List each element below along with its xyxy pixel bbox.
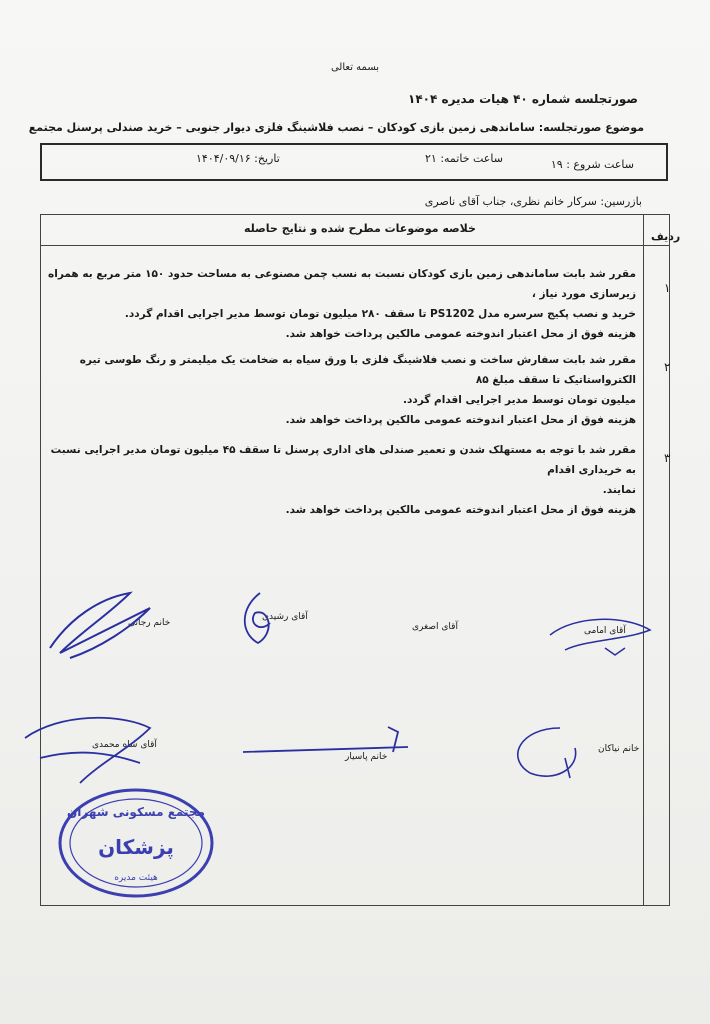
- row-number: ۲: [664, 360, 671, 374]
- signatory-label: آقای اصغری: [412, 622, 458, 632]
- signature-shahmohammadi: [20, 708, 160, 788]
- end-time: ساعت خاتمه: ۲۱: [425, 152, 503, 165]
- signatory-label: آقای شاه محمدی: [92, 740, 157, 750]
- start-time: ساعت شروع : ۱۹: [550, 158, 634, 171]
- table-row: [46, 264, 636, 344]
- signature-emami: [545, 610, 655, 660]
- resolution-line: خرید و نصب پکیج سرسره مدل PS1202 تا سقف ۲۸۰ میلیون تومان توسط مدیر اجرایی اقدام گردد.: [124, 308, 636, 320]
- resolution-line: هزینه فوق از محل اعتبار اندوخته عمومی مالکین پرداخت خواهد شد.: [285, 504, 636, 516]
- signatory-label: خانم پاسیار: [345, 752, 388, 762]
- signature-rajaei: [40, 578, 170, 668]
- minutes-title: صورتجلسه شماره ۴۰ هیات مدیره ۱۴۰۴: [408, 92, 638, 106]
- signatory-label: خانم رجائی: [128, 618, 171, 628]
- summary-header: خلاصه موضوعات مطرح شده و نتایج حاصله: [244, 222, 476, 235]
- table-column-divider: [643, 214, 644, 906]
- resolution-line: مقرر شد با توجه به مستهلک شدن و تعمیر صندلی های اداری پرسنل تا سقف ۴۵ میلیون تومان مدیر اجرایی نسبت به خریداری اقدام: [50, 444, 636, 476]
- meeting-date: تاریخ: ۱۴۰۴/۰۹/۱۶: [196, 152, 280, 165]
- meeting-subject: موضوع صورتجلسه: ساماندهی زمین بازی کودکان – نصب فلاشینگ فلزی دیوار جنوبی – خرید صندلی پرسنل مجتمع: [28, 121, 644, 134]
- table-header-divider: [40, 245, 670, 246]
- board-seal: [56, 786, 216, 900]
- resolution-line: مقرر شد بابت ساماندهی زمین بازی کودکان نسبت به نسب چمن مصنوعی به مساحت حدود ۱۵۰ متر مربع به همراه زیرسازی مورد نیاز ،: [48, 268, 636, 300]
- signature-rashidi: [230, 588, 290, 648]
- signatory-label: خانم نیاکان: [598, 744, 640, 754]
- resolution-line: میلیون تومان توسط مدیر اجرایی اقدام گردد.: [402, 394, 636, 406]
- invocation: بسمه تعالی: [330, 62, 380, 73]
- table-row: [46, 350, 636, 430]
- signatory-label: آقای امامی: [584, 626, 626, 636]
- resolution-line: هزینه فوق از محل اعتبار اندوخته عمومی مالکین پرداخت خواهد شد.: [285, 328, 636, 340]
- inspectors: بازرسین: سرکار خانم نظری، جناب آقای ناصری: [424, 195, 642, 208]
- resolution-line: مقرر شد بابت سفارش ساخت و نصب فلاشینگ فلزی با ورق سیاه به ضخامت یک میلیمتر و رنگ طوسی تیره الکترواستاتیک تا سقف مبلغ ۸۵: [79, 354, 636, 386]
- row-number: ۳: [664, 451, 671, 465]
- row-number-header: ردیف: [651, 230, 681, 243]
- row-number: ۱: [664, 281, 671, 295]
- signatory-label: آقای رشیدی: [262, 612, 308, 622]
- table-row: [46, 440, 636, 520]
- signature-niakan: [500, 718, 590, 788]
- seal-bottom-text: هیئت مدیره: [114, 873, 158, 883]
- resolution-line: هزینه فوق از محل اعتبار اندوخته عمومی مالکین پرداخت خواهد شد.: [285, 414, 636, 426]
- signature-pasyar: [238, 722, 428, 762]
- resolution-line: نمایند.: [602, 484, 636, 496]
- seal-top-text: مجتمع مسکونی شهران: [67, 805, 205, 819]
- seal-center-text: پزشکان: [98, 835, 174, 859]
